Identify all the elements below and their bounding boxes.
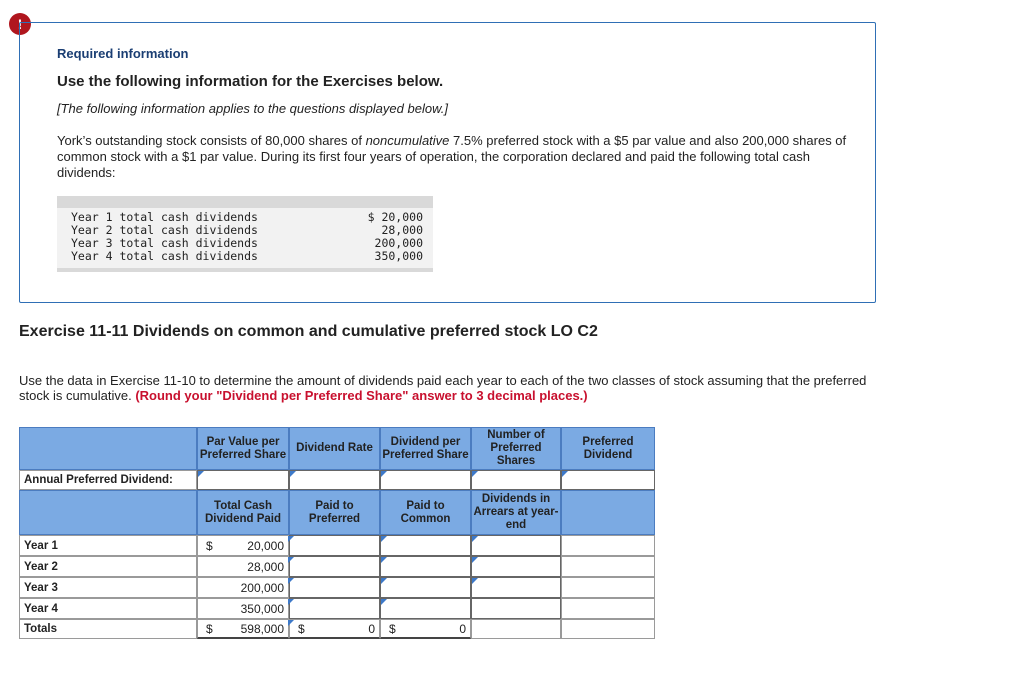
number-of-shares-input[interactable] (471, 470, 561, 490)
paid-to-preferred-input[interactable] (289, 598, 380, 619)
exercise-instructions: Use the data in Exercise 11-10 to determine the amount of dividends paid each year to each of the two classes of stock assuming that the preferred stock is cumulative. (Round your "Dividend per Preferred Share" answer to 3 decimal places.) (19, 373, 867, 403)
header-dividends-in-arrears: Dividends in Arrears at year-end (471, 490, 561, 535)
required-info-heading: Required information (57, 46, 189, 61)
alert-icon: ! (9, 13, 31, 35)
dividend-per-share-input[interactable] (380, 470, 471, 490)
paid-to-common-total: $ 0 (380, 619, 471, 639)
dividend-row: Year 1 total cash dividends $ 20,000 (71, 210, 423, 224)
header-dividend-per-share: Dividend per Preferred Share (380, 427, 471, 470)
header-paid-to-common: Paid to Common (380, 490, 471, 535)
header-paid-to-preferred: Paid to Preferred (289, 490, 380, 535)
use-info-heading: Use the following information for the Exercises below. (57, 73, 444, 90)
par-value-input[interactable] (197, 470, 289, 490)
total-cash-dividend-cell: 350,000 (197, 598, 289, 619)
dividend-row: Year 2 total cash dividends 28,000 (71, 223, 423, 237)
header-number-of-shares: Number of Preferred Shares (471, 427, 561, 470)
paid-to-common-input[interactable] (380, 535, 471, 556)
applies-note: [The following information applies to the questions displayed below.] (57, 101, 448, 116)
empty-cell (471, 619, 561, 639)
total-cash-dividend-total: $ 598,000 (197, 619, 289, 639)
paid-to-common-input[interactable] (380, 556, 471, 577)
total-cash-dividend-cell: 28,000 (197, 556, 289, 577)
total-cash-dividend-cell: 200,000 (197, 577, 289, 598)
year-row-label: Year 2 (19, 556, 197, 577)
header-total-cash-dividend: Total Cash Dividend Paid (197, 490, 289, 535)
paid-to-preferred-input[interactable] (289, 556, 380, 577)
exercise-title: Exercise 11-11 Dividends on common and cumulative preferred stock LO C2 (19, 323, 598, 340)
dividend-rate-input[interactable] (289, 470, 380, 490)
year-row-label: Year 1 (19, 535, 197, 556)
paid-to-common-input[interactable] (380, 598, 471, 619)
answer-table (19, 425, 655, 639)
empty-cell (561, 556, 655, 577)
empty-cell (561, 619, 655, 639)
empty-cell (561, 577, 655, 598)
preferred-dividend-input[interactable] (561, 470, 655, 490)
paid-to-common-input[interactable] (380, 577, 471, 598)
header-preferred-dividend: Preferred Dividend (561, 427, 655, 470)
paid-to-preferred-input[interactable] (289, 577, 380, 598)
year-row-label: Year 4 (19, 598, 197, 619)
dividend-row: Year 4 total cash dividends 350,000 (71, 249, 423, 263)
empty-cell (561, 535, 655, 556)
dividend-row: Year 3 total cash dividends 200,000 (71, 236, 423, 250)
totals-row-label: Totals (19, 619, 197, 639)
header-par-value: Par Value per Preferred Share (197, 427, 289, 470)
rounding-note: (Round your "Dividend per Preferred Share" answer to 3 decimal places.) (135, 388, 588, 403)
header-blank-2 (19, 490, 197, 535)
paid-to-preferred-input[interactable] (289, 535, 380, 556)
dividends-in-arrears-input[interactable] (471, 598, 561, 619)
empty-cell (561, 598, 655, 619)
dividends-in-arrears-input[interactable] (471, 556, 561, 577)
paid-to-preferred-total: $ 0 (289, 619, 380, 639)
noncumulative-term: noncumulative (365, 133, 450, 148)
header-dividend-rate: Dividend Rate (289, 427, 380, 470)
problem-description: York’s outstanding stock consists of 80,000 shares of noncumulative 7.5% preferred stock with a $5 par value and also 200,000 shares of common stock with a $1 par value. During its first four years of operation, the corporation declared and paid the following total cash dividends: (57, 133, 847, 180)
total-cash-dividend-cell: $ 20,000 (197, 535, 289, 556)
annual-preferred-dividend-label: Annual Preferred Dividend: (19, 470, 197, 490)
year-row-label: Year 3 (19, 577, 197, 598)
dividends-table (57, 196, 433, 272)
dividends-in-arrears-input[interactable] (471, 535, 561, 556)
dividends-in-arrears-input[interactable] (471, 577, 561, 598)
header-blank (19, 427, 197, 470)
header-blank-3 (561, 490, 655, 535)
